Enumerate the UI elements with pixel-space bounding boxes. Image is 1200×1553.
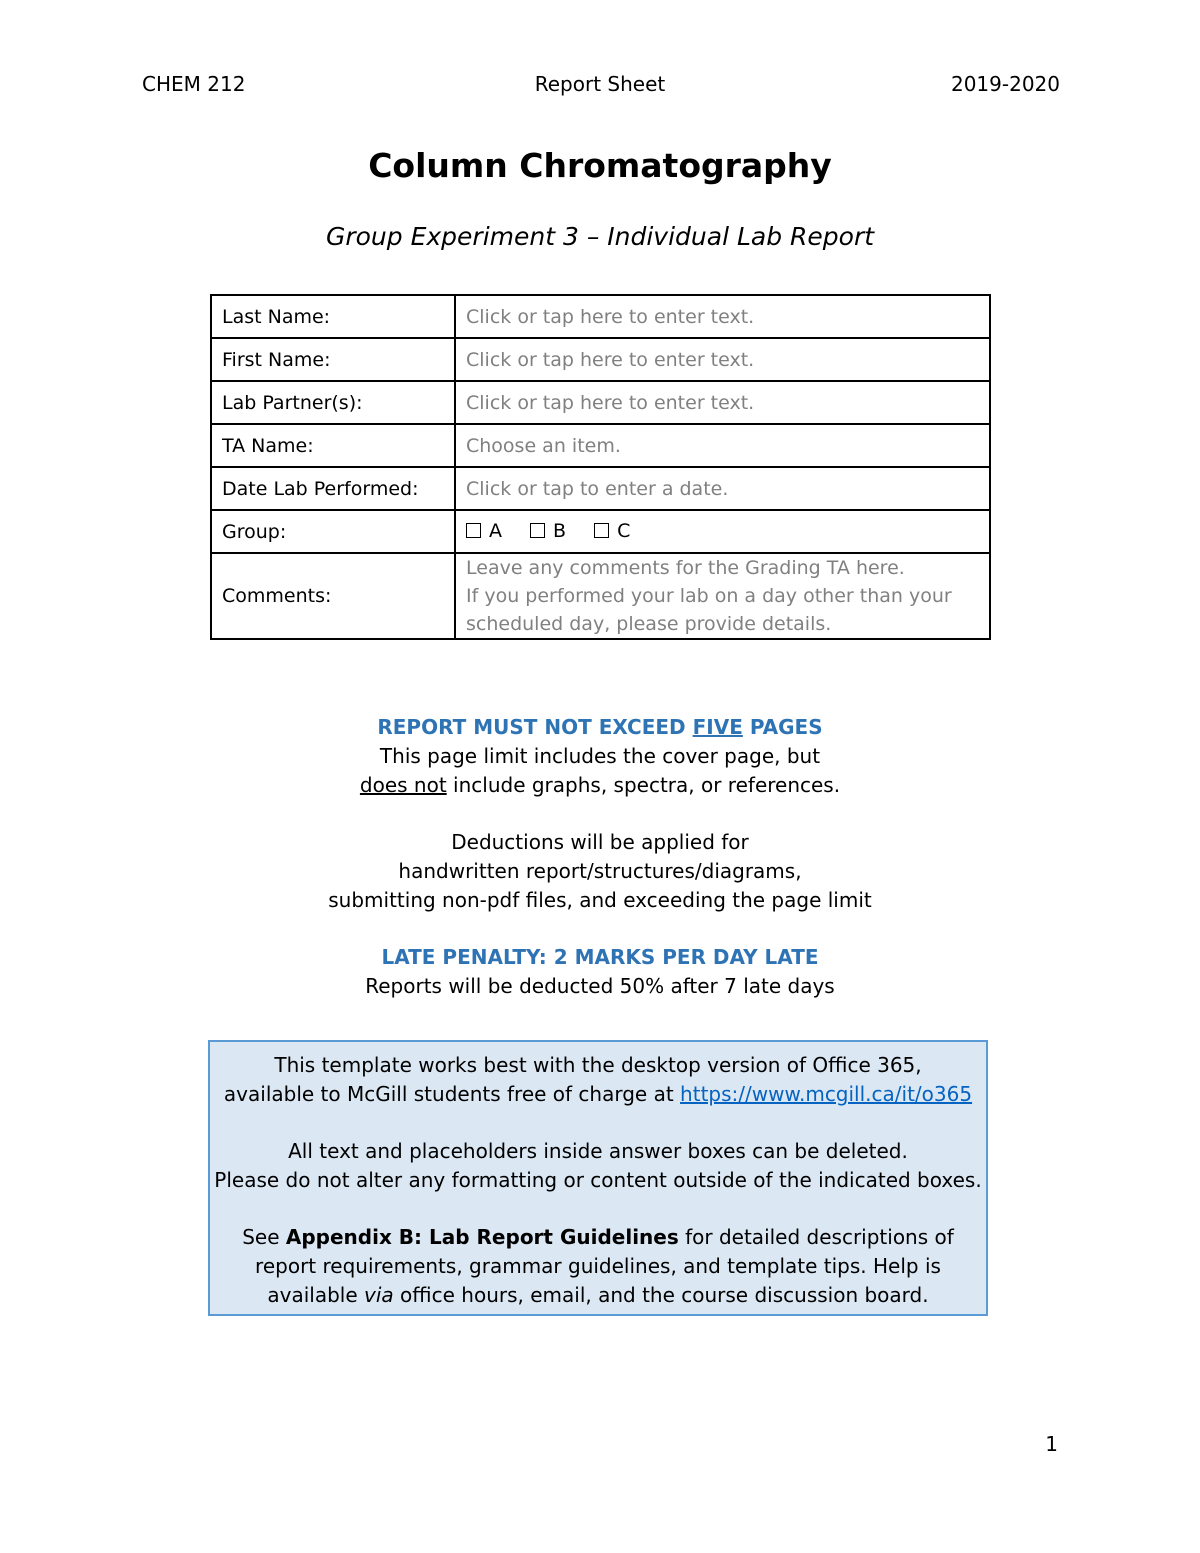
- notice-text: This template works best with the desktop version of Office 365,: [274, 1053, 922, 1077]
- comments-placeholder-line: Leave any comments for the Grading TA here.: [466, 557, 905, 579]
- notice-text: Please do not alter any formatting or content outside of the indicated boxes.: [214, 1168, 982, 1192]
- late-penalty-heading: LATE PENALTY: 2 MARKS PER DAY LATE: [381, 945, 819, 969]
- notice-text: See: [242, 1225, 286, 1249]
- comments-placeholder-line: scheduled day, please provide details.: [466, 613, 832, 635]
- table-row: [211, 467, 990, 510]
- page-number: 1: [1045, 1432, 1058, 1456]
- late-penalty-line: Reports will be deducted 50% after 7 late days: [365, 974, 835, 998]
- page-limit-heading: [0, 713, 1200, 742]
- notice-paragraph: [210, 1137, 986, 1195]
- comments-field[interactable]: [455, 553, 990, 639]
- group-label: Group:: [211, 510, 455, 553]
- page-limit-exclusion-text: include graphs, spectra, or references.: [446, 773, 841, 797]
- checkbox-icon: [530, 523, 545, 538]
- first-name-label: First Name:: [211, 338, 455, 381]
- notice-paragraph: [210, 1223, 986, 1310]
- header-course: CHEM 212: [142, 72, 246, 96]
- late-penalty-section: [0, 943, 1200, 1001]
- group-options: [455, 510, 990, 553]
- notice-text: for detailed descriptions of report requirements, grammar guidelines, and template tips. Help is available: [255, 1225, 954, 1307]
- last-name-label: Last Name:: [211, 295, 455, 338]
- checkbox-icon: [466, 523, 481, 538]
- comments-placeholder-line: If you performed your lab on a day other than your: [466, 585, 952, 607]
- notice-italic: via: [364, 1283, 394, 1307]
- office365-link[interactable]: https://www.mcgill.ca/it/o365: [680, 1082, 973, 1106]
- comments-label: Comments:: [211, 553, 455, 639]
- page-limit-exclusion-emphasis: does not: [359, 773, 447, 797]
- table-row: [211, 510, 990, 553]
- notice-text: All text and placeholders inside answer boxes can be deleted.: [288, 1139, 908, 1163]
- page-limit-line: [0, 771, 1200, 800]
- lab-partners-field[interactable]: Click or tap here to enter text.: [455, 381, 990, 424]
- last-name-field[interactable]: Click or tap here to enter text.: [455, 295, 990, 338]
- group-option-label: A: [489, 519, 502, 542]
- page-title: Column Chromatography: [368, 146, 832, 185]
- notice-paragraph: [210, 1051, 986, 1109]
- ta-name-label: TA Name:: [211, 424, 455, 467]
- deductions-line: submitting non-pdf files, and exceeding the page limit: [328, 888, 872, 912]
- first-name-field[interactable]: Click or tap here to enter text.: [455, 338, 990, 381]
- page-limit-section: [0, 713, 1200, 800]
- deductions-section: [0, 828, 1200, 915]
- template-notice-box: [208, 1040, 988, 1316]
- group-checkbox-a[interactable]: [466, 517, 502, 545]
- header-doc-type: Report Sheet: [534, 72, 666, 96]
- ta-name-dropdown[interactable]: Choose an item.: [455, 424, 990, 467]
- table-row: [211, 424, 990, 467]
- table-row: [211, 338, 990, 381]
- page-limit-emphasis: FIVE: [692, 715, 743, 739]
- student-info-table: [210, 294, 991, 640]
- notice-text: office hours, email, and the course discussion board.: [393, 1283, 929, 1307]
- deductions-line: Deductions will be applied for: [451, 830, 749, 854]
- header-year: 2019-2020: [950, 72, 1060, 96]
- checkbox-icon: [594, 523, 609, 538]
- page-subtitle: Group Experiment 3 – Individual Lab Report: [325, 222, 875, 251]
- deductions-line: handwritten report/structures/diagrams,: [398, 859, 802, 883]
- table-row: [211, 553, 990, 639]
- date-picker[interactable]: Click or tap to enter a date.: [455, 467, 990, 510]
- page-limit-heading-text: PAGES: [742, 715, 823, 739]
- page-limit-heading-text: REPORT MUST NOT EXCEED: [377, 715, 693, 739]
- group-option-label: B: [553, 519, 567, 542]
- group-checkbox-b[interactable]: [530, 517, 566, 545]
- table-row: [211, 295, 990, 338]
- table-row: [211, 381, 990, 424]
- appendix-reference: Appendix B: Lab Report Guidelines: [285, 1225, 679, 1249]
- notice-text: available to McGill students free of charge at: [223, 1082, 681, 1106]
- page-limit-line: This page limit includes the cover page, but: [379, 744, 821, 768]
- lab-partners-label: Lab Partner(s):: [211, 381, 455, 424]
- group-checkbox-c[interactable]: [594, 517, 630, 545]
- date-label: Date Lab Performed:: [211, 467, 455, 510]
- group-option-label: C: [617, 519, 631, 542]
